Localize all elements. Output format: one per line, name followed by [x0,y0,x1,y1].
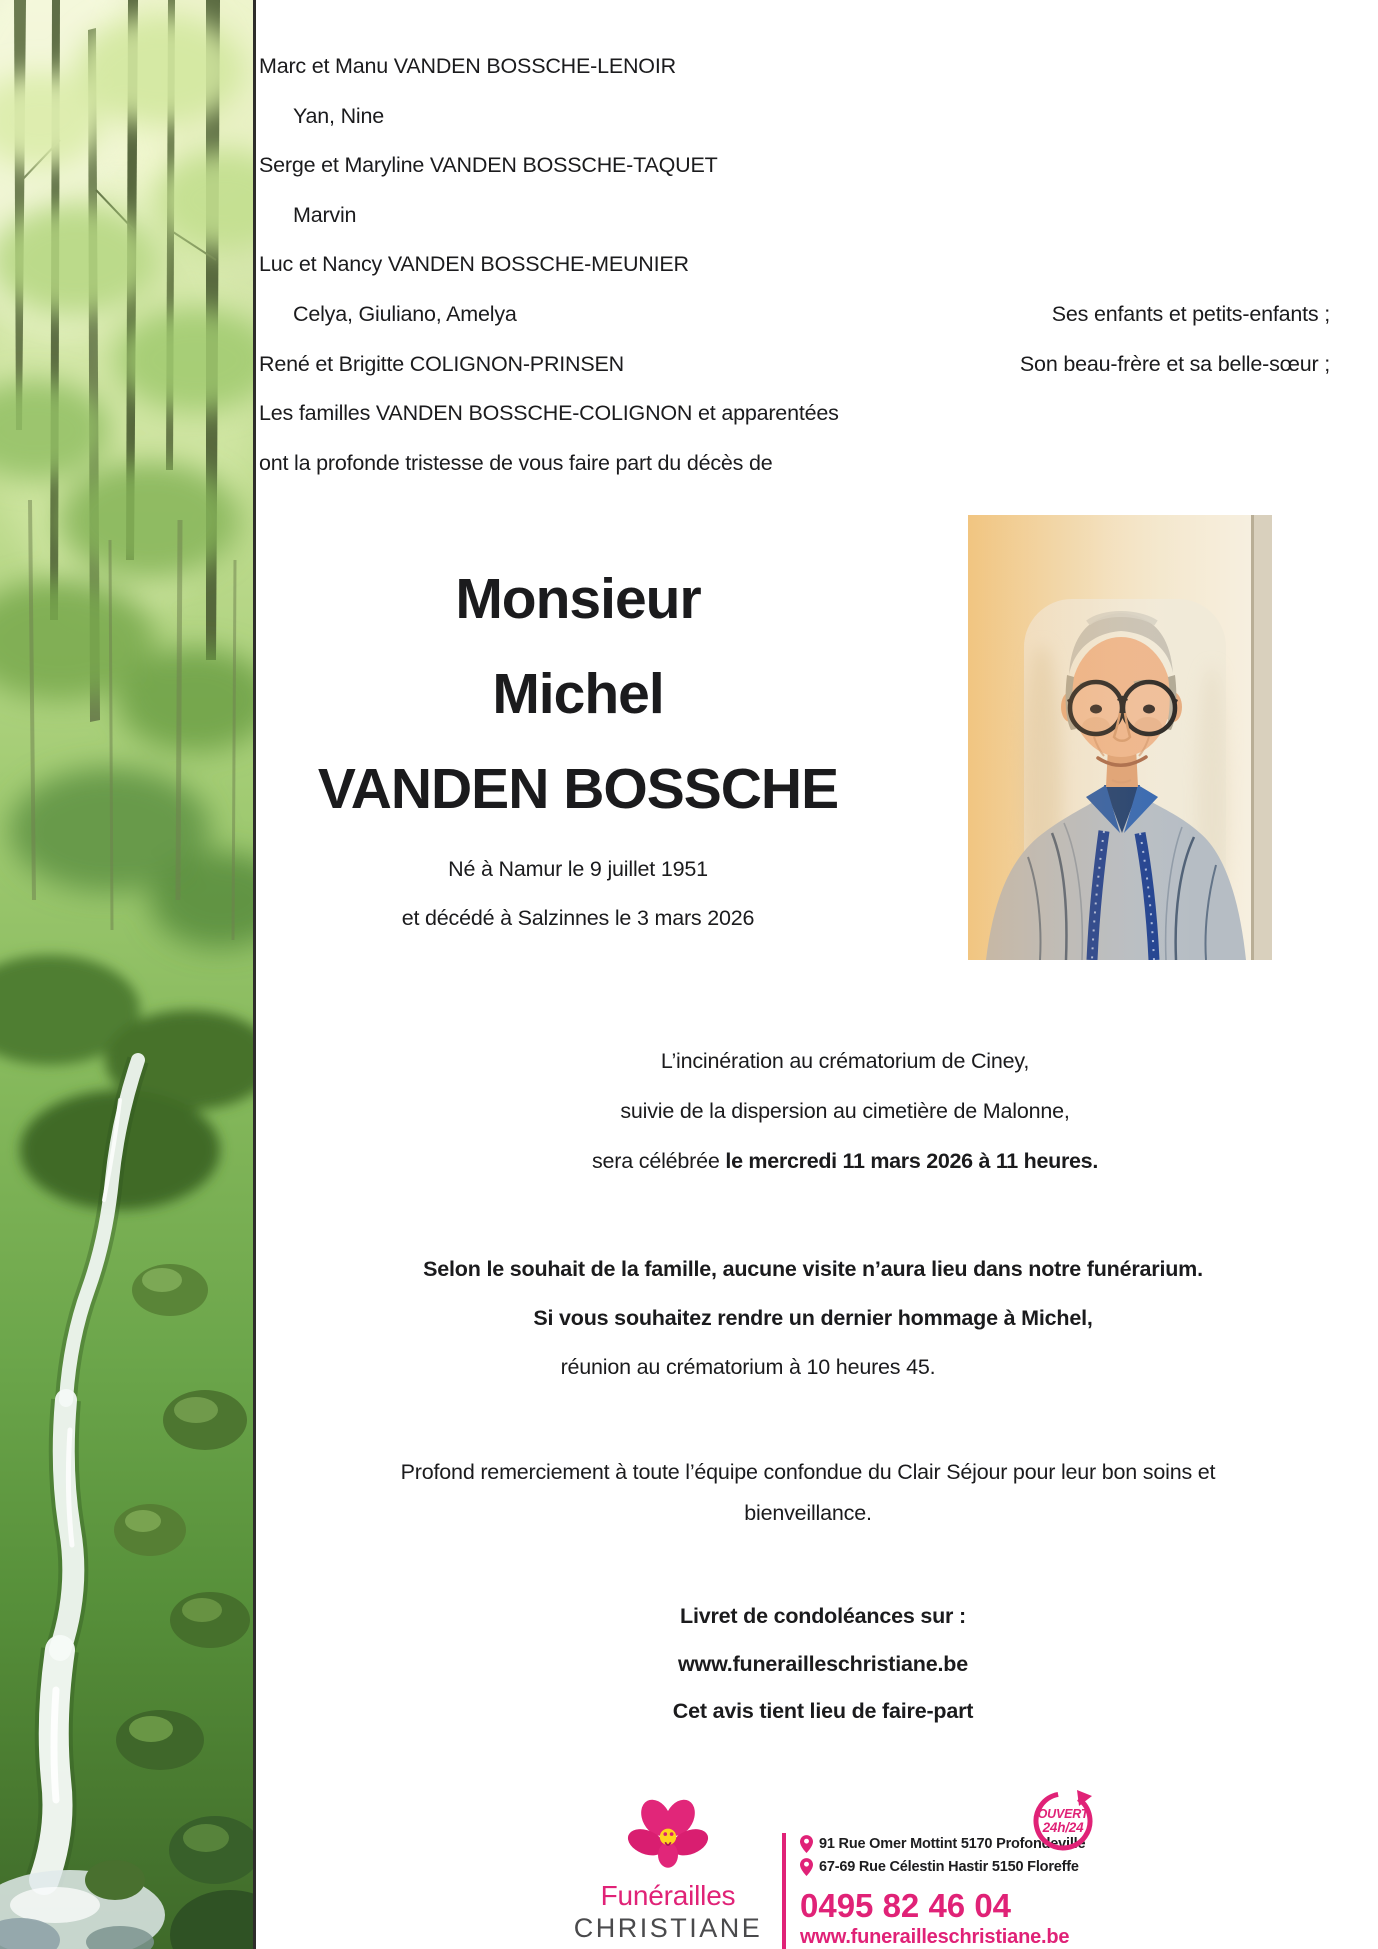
relationship-label: Ses enfants et petits-enfants ; [1051,301,1330,326]
family-line [259,340,1330,390]
orchid-icon [626,1795,710,1875]
family-line [259,191,1330,241]
address-2: 67-69 Rue Célestin Hastir 5150 Floreffe [819,1858,1079,1875]
footer-website-link[interactable]: www.funerailleschristiane.be [800,1926,1070,1948]
brand-name-bottom: CHRISTIANE [573,1913,763,1943]
relationship-label: Son beau-frère et sa belle-sœur ; [1019,351,1330,376]
wishes-line-2: Si vous souhaitez rendre un dernier hommage à Michel, [533,1306,1093,1330]
condolences-website-link[interactable]: www.funerailleschristiane.be [678,1651,968,1676]
map-pin-icon [800,1858,813,1876]
family-line [259,290,1330,340]
ceremony-date: le mercredi 11 mars 2026 à 11 heures. [725,1149,1099,1173]
funeral-home-logo [560,1795,776,1943]
address-line [800,1832,1220,1855]
address-1: 91 Rue Omer Mottint 5170 Profondeville [819,1835,1086,1852]
family-block [259,42,1330,488]
wishes-line-1: Selon le souhait de la famille, aucune visite n’aura lieu dans notre funérarium. [423,1257,1203,1281]
family-names: Marvin [293,202,357,227]
address-line [800,1855,1220,1878]
family-names: Marc et Manu VANDEN BOSSCHE-LENOIR [259,54,676,78]
family-line [259,92,1330,142]
wishes-line-3: réunion au crématorium à 10 heures 45. [560,1355,936,1379]
open-24h-badge [1030,1786,1096,1852]
deceased-first-name: Michel [492,662,664,726]
portrait-illustration [968,515,1272,960]
badge-text-line2: 24h/24 [1042,1820,1084,1835]
deceased-title-block [258,552,898,943]
phone-number: 0495 82 46 04 [800,1887,1012,1924]
deceased-title: Monsieur [455,567,701,631]
brand-name-top: Funérailles [600,1880,736,1911]
thanks-line-1: Profond remerciement à toute l’équipe confondue du Clair Séjour pour leur bon soins et [400,1460,1216,1484]
ceremony-date-prefix: sera célébrée [591,1149,726,1173]
family-line [259,439,1330,489]
ceremony-line-1: L’incinération au crématorium de Ciney, [660,1049,1030,1073]
faire-part-notice: Cet avis tient lieu de faire-part [672,1699,974,1723]
thanks-line-2: bienveillance. [744,1501,872,1525]
thanks-block [258,1452,1358,1534]
condolences-title: Livret de condoléances sur : [680,1604,966,1628]
deceased-last-name: VANDEN BOSSCHE [317,757,839,821]
ceremony-line-2: suivie de la dispersion au cimetière de Malonne, [620,1099,1070,1123]
birth-line: Né à Namur le 9 juillet 1951 [448,857,708,881]
footer-contact-block [800,1832,1220,1948]
wishes-block [258,1245,1368,1392]
ceremony-line-3 [312,1136,1378,1186]
family-names: Les familles VANDEN BOSSCHE-COLIGNON et apparentées [259,401,839,426]
footer-divider [782,1833,786,1949]
family-names: ont la profonde tristesse de vous faire part du décès de [259,450,773,475]
badge-text-line1: OUVERT [1037,1807,1089,1821]
family-line [259,42,1330,92]
family-line [259,240,1330,290]
map-pin-icon [800,1835,813,1853]
forest-illustration [0,0,253,1949]
family-line [259,141,1330,191]
family-names: René et Brigitte COLIGNON-PRINSEN [259,351,624,376]
family-line [259,389,1330,439]
death-line: et décédé à Salzinnes le 3 mars 2026 [401,906,755,930]
ceremony-block [312,1036,1378,1186]
forest-stream-image [0,0,256,1949]
family-names: Serge et Maryline VANDEN BOSSCHE-TAQUET [259,153,718,178]
deceased-portrait-photo [968,515,1272,960]
family-names: Celya, Giuliano, Amelya [293,301,517,326]
condolences-block [258,1593,1378,1736]
family-names: Yan, Nine [293,103,385,128]
family-names: Luc et Nancy VANDEN BOSSCHE-MEUNIER [259,252,689,277]
